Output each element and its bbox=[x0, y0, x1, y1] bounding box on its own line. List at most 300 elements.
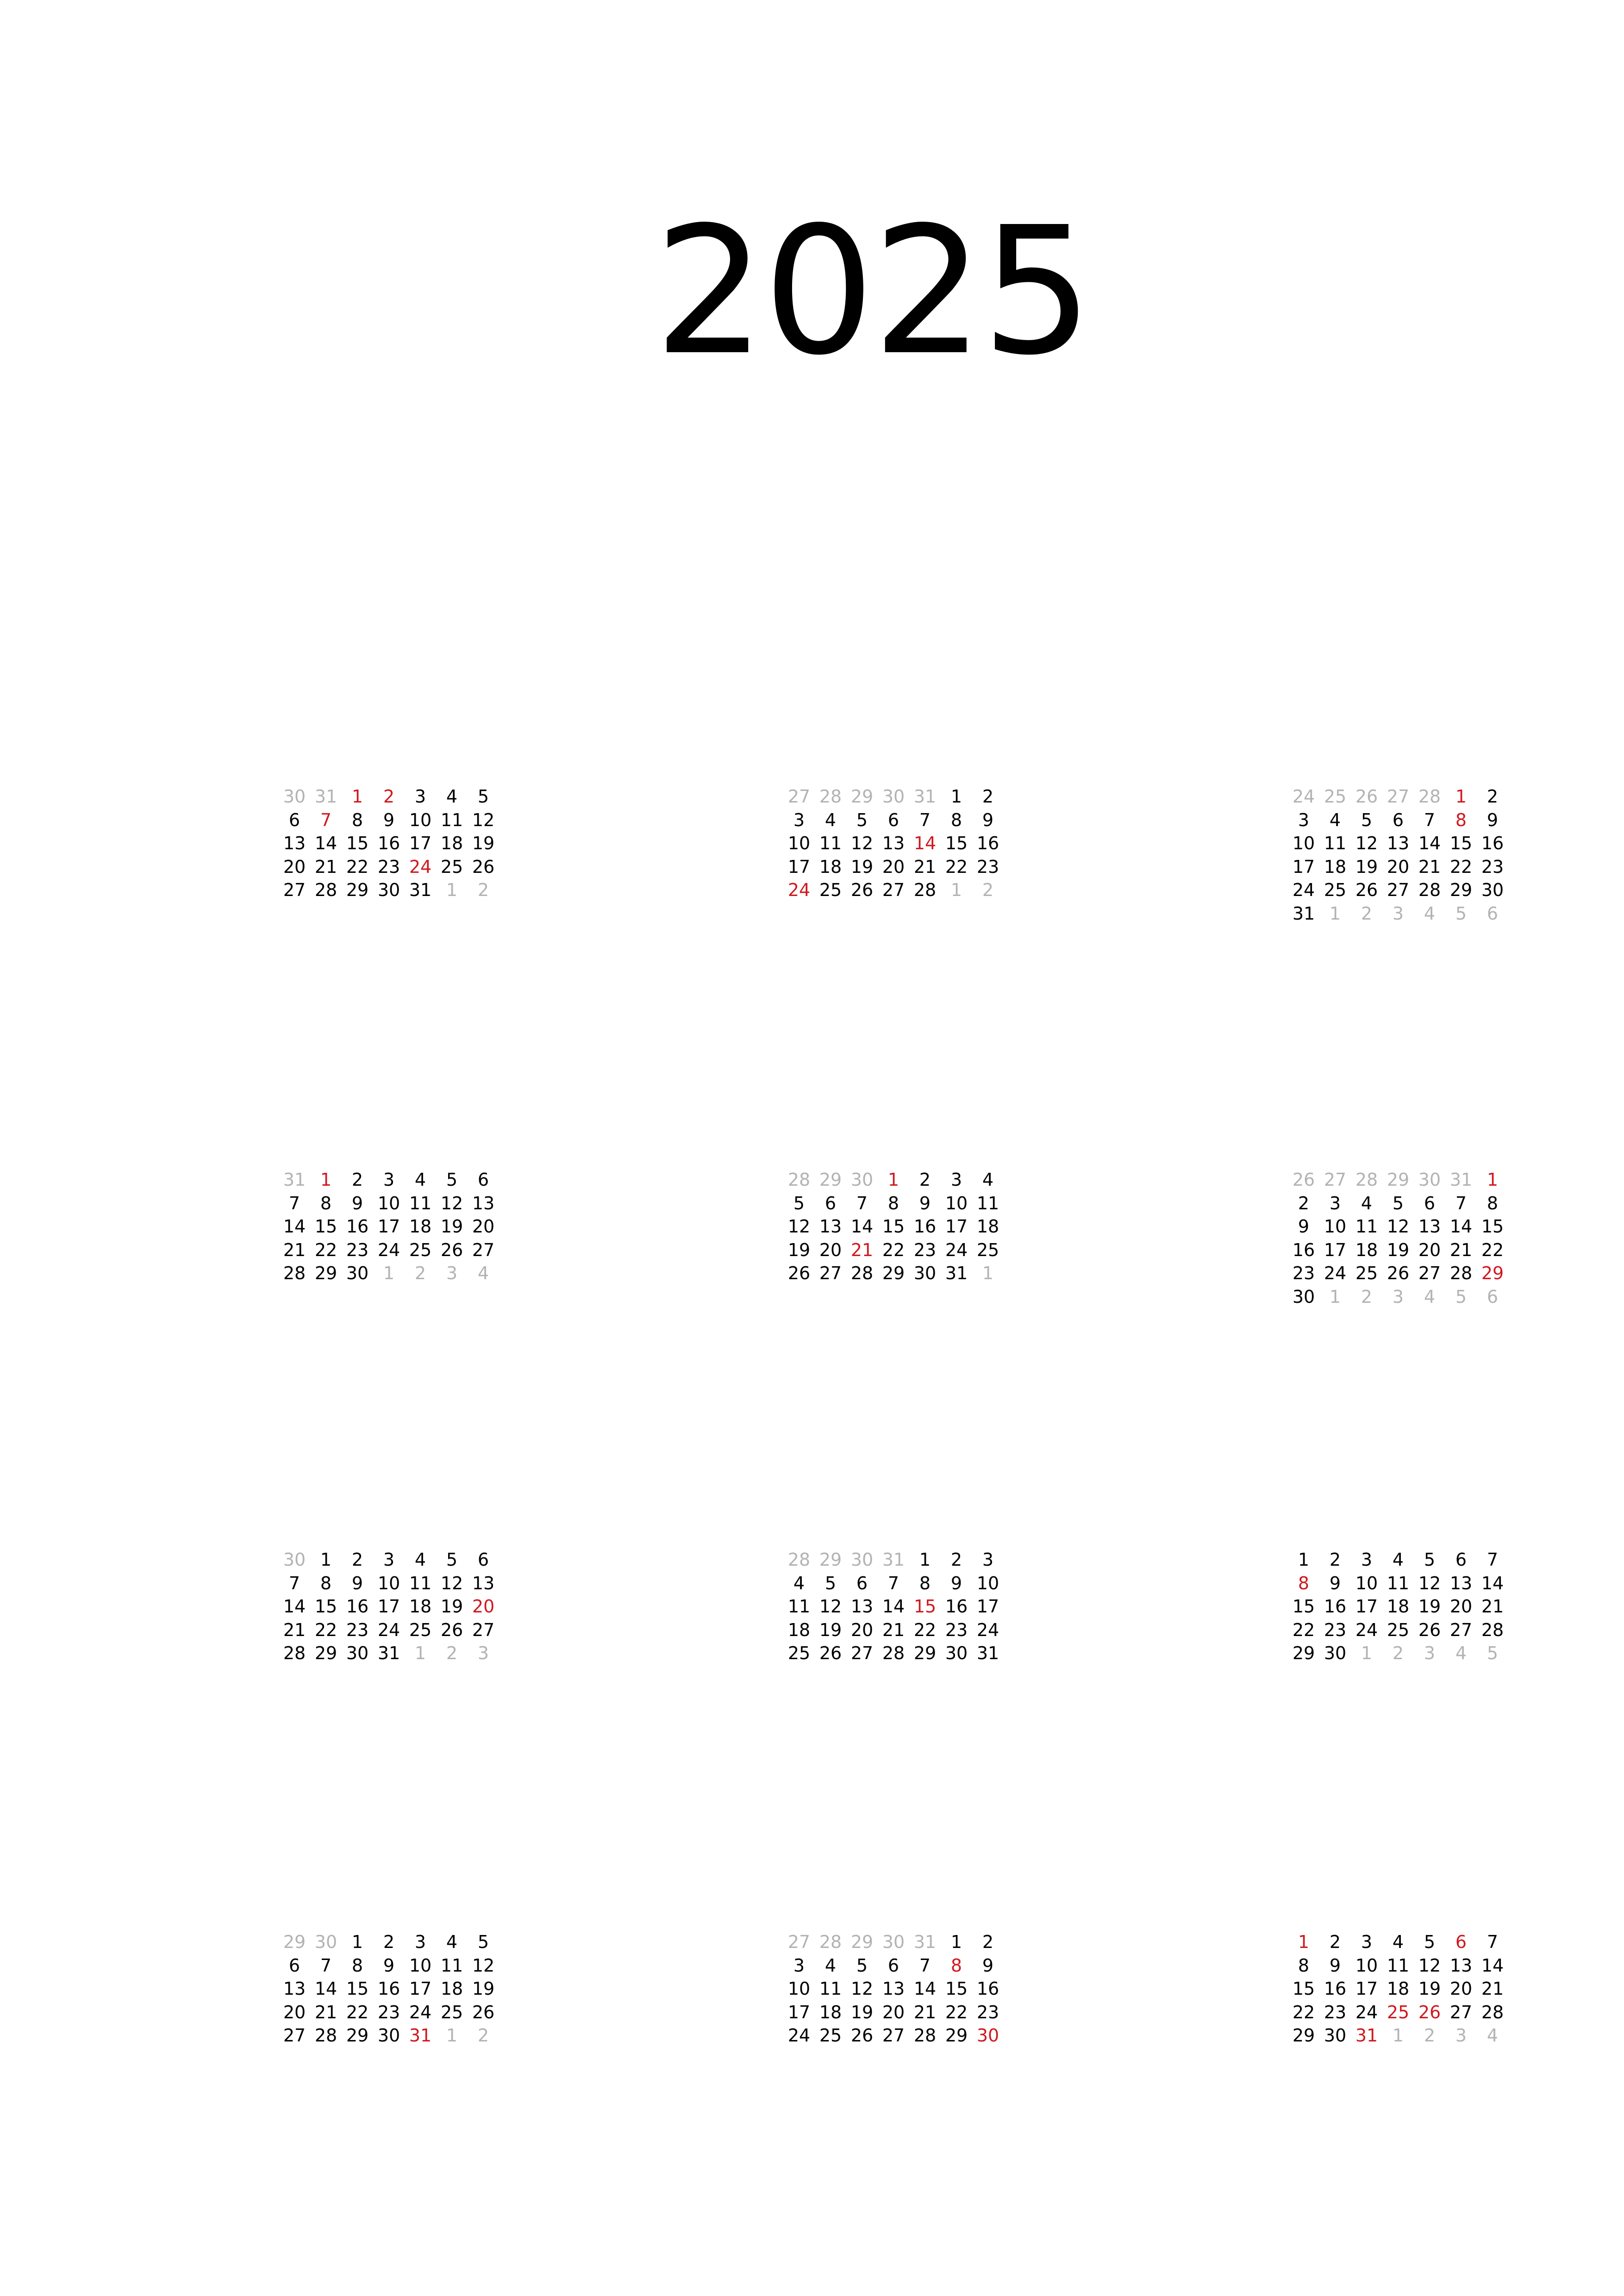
week-row bbox=[1288, 878, 1519, 902]
week-row bbox=[1288, 2024, 1519, 2047]
adjacent-month-day: 1 bbox=[383, 1263, 395, 1283]
day: 2 bbox=[919, 1170, 931, 1190]
adjacent-month-day: 1 bbox=[1361, 1643, 1373, 1663]
day: 22 bbox=[1449, 856, 1473, 877]
week-row bbox=[279, 1977, 510, 2001]
day: 15 bbox=[1292, 1596, 1315, 1617]
day: 28 bbox=[314, 880, 337, 900]
day: 16 bbox=[976, 1979, 999, 1999]
day: 15 bbox=[1481, 1216, 1504, 1237]
day: 15 bbox=[882, 1216, 905, 1237]
adjacent-month-day: 1 bbox=[414, 1643, 426, 1663]
month-calendar-5 bbox=[783, 1168, 1015, 1285]
day: 9 bbox=[383, 809, 395, 830]
day: 5 bbox=[1424, 1549, 1436, 1570]
week-row bbox=[1288, 2001, 1519, 2024]
day: 23 bbox=[346, 1239, 369, 1260]
week-row bbox=[783, 1930, 1015, 1954]
day: 21 bbox=[882, 1619, 905, 1640]
day: 27 bbox=[472, 1619, 495, 1640]
day: 5 bbox=[1361, 809, 1373, 830]
week-row bbox=[1288, 1954, 1519, 1978]
month-calendar-3 bbox=[1288, 785, 1519, 925]
adjacent-month-day: 31 bbox=[882, 1549, 905, 1570]
day: 12 bbox=[850, 833, 874, 853]
day: 18 bbox=[976, 1216, 999, 1237]
day: 9 bbox=[1298, 1216, 1310, 1237]
day: 14 bbox=[283, 1216, 306, 1237]
week-row bbox=[783, 1618, 1015, 1642]
day: 23 bbox=[913, 1239, 937, 1260]
adjacent-month-day: 27 bbox=[1387, 786, 1410, 807]
day: 17 bbox=[1324, 1239, 1347, 1260]
day: 4 bbox=[446, 786, 458, 807]
day: 17 bbox=[377, 1596, 400, 1617]
day: 31 bbox=[976, 1643, 999, 1663]
day: 14 bbox=[850, 1216, 874, 1237]
day: 21 bbox=[314, 856, 337, 877]
day: 23 bbox=[377, 856, 400, 877]
day: 30 bbox=[945, 1643, 968, 1663]
day: 18 bbox=[819, 856, 842, 877]
day: 30 bbox=[1481, 880, 1504, 900]
holiday-day: 31 bbox=[1355, 2025, 1378, 2046]
adjacent-month-day: 29 bbox=[850, 1932, 874, 1952]
week-row bbox=[1288, 1238, 1519, 1262]
day: 19 bbox=[440, 1596, 463, 1617]
day: 23 bbox=[1324, 2002, 1347, 2022]
day: 4 bbox=[414, 1170, 426, 1190]
day: 6 bbox=[477, 1549, 489, 1570]
day: 7 bbox=[887, 1573, 899, 1593]
day: 10 bbox=[976, 1573, 999, 1593]
day: 4 bbox=[414, 1549, 426, 1570]
day: 14 bbox=[1481, 1573, 1504, 1593]
day: 22 bbox=[346, 2002, 369, 2022]
adjacent-month-day: 2 bbox=[1392, 1643, 1404, 1663]
day: 3 bbox=[982, 1549, 994, 1570]
adjacent-month-day: 5 bbox=[1487, 1643, 1499, 1663]
adjacent-month-day: 4 bbox=[1487, 2025, 1499, 2046]
day: 29 bbox=[314, 1643, 337, 1663]
day: 2 bbox=[1298, 1193, 1310, 1213]
week-row bbox=[783, 785, 1015, 809]
day: 31 bbox=[945, 1263, 968, 1283]
day: 24 bbox=[1324, 1263, 1347, 1283]
adjacent-month-day: 2 bbox=[414, 1263, 426, 1283]
day: 15 bbox=[346, 1979, 369, 1999]
day: 8 bbox=[919, 1573, 931, 1593]
day: 2 bbox=[351, 1170, 363, 1190]
adjacent-month-day: 2 bbox=[982, 880, 994, 900]
day: 6 bbox=[1455, 1549, 1467, 1570]
day: 5 bbox=[446, 1170, 458, 1190]
day: 4 bbox=[446, 1932, 458, 1952]
adjacent-month-day: 31 bbox=[913, 786, 937, 807]
day: 16 bbox=[945, 1596, 968, 1617]
week-row bbox=[279, 832, 510, 855]
week-row bbox=[1288, 1215, 1519, 1238]
day: 10 bbox=[1355, 1573, 1378, 1593]
day: 31 bbox=[1292, 903, 1315, 924]
day: 24 bbox=[945, 1239, 968, 1260]
day: 15 bbox=[314, 1216, 337, 1237]
day: 15 bbox=[1292, 1979, 1315, 1999]
day: 7 bbox=[288, 1193, 300, 1213]
day: 5 bbox=[477, 786, 489, 807]
day: 30 bbox=[377, 880, 400, 900]
day: 22 bbox=[945, 2002, 968, 2022]
adjacent-month-day: 1 bbox=[1329, 1286, 1341, 1307]
day: 3 bbox=[383, 1549, 395, 1570]
day: 18 bbox=[819, 2002, 842, 2022]
day: 20 bbox=[819, 1239, 842, 1260]
day: 13 bbox=[283, 1979, 306, 1999]
week-row bbox=[1288, 1262, 1519, 1285]
month-calendar-11 bbox=[783, 1930, 1015, 2047]
day: 1 bbox=[950, 786, 962, 807]
day: 15 bbox=[945, 1979, 968, 1999]
day: 14 bbox=[882, 1596, 905, 1617]
day: 9 bbox=[383, 1955, 395, 1976]
day: 26 bbox=[850, 880, 874, 900]
day: 20 bbox=[283, 856, 306, 877]
day: 10 bbox=[787, 1979, 811, 1999]
day: 4 bbox=[1392, 1932, 1404, 1952]
week-row bbox=[783, 1977, 1015, 2001]
day: 26 bbox=[440, 1239, 463, 1260]
adjacent-month-day: 28 bbox=[1418, 786, 1441, 807]
day: 11 bbox=[1355, 1216, 1378, 1237]
day: 3 bbox=[793, 1955, 805, 1976]
day: 17 bbox=[1292, 856, 1315, 877]
adjacent-month-day: 29 bbox=[819, 1549, 842, 1570]
adjacent-month-day: 4 bbox=[1424, 1286, 1436, 1307]
adjacent-month-day: 30 bbox=[283, 1549, 306, 1570]
adjacent-month-day: 30 bbox=[850, 1170, 874, 1190]
adjacent-month-day: 2 bbox=[477, 2025, 489, 2046]
week-row bbox=[279, 1215, 510, 1238]
holiday-day: 24 bbox=[409, 856, 432, 877]
day: 12 bbox=[819, 1596, 842, 1617]
day: 2 bbox=[1329, 1932, 1341, 1952]
day: 14 bbox=[1418, 833, 1441, 853]
day: 11 bbox=[409, 1573, 432, 1593]
holiday-day: 8 bbox=[1455, 809, 1467, 830]
day: 6 bbox=[887, 1955, 899, 1976]
day: 16 bbox=[1292, 1239, 1315, 1260]
day: 28 bbox=[1481, 2002, 1504, 2022]
week-row bbox=[1288, 1572, 1519, 1595]
day: 19 bbox=[787, 1239, 811, 1260]
day: 24 bbox=[976, 1619, 999, 1640]
adjacent-month-day: 4 bbox=[1424, 903, 1436, 924]
adjacent-month-day: 2 bbox=[1361, 903, 1373, 924]
day: 12 bbox=[472, 809, 495, 830]
day: 19 bbox=[472, 1979, 495, 1999]
day: 22 bbox=[314, 1619, 337, 1640]
day: 20 bbox=[882, 856, 905, 877]
day: 27 bbox=[882, 2025, 905, 2046]
adjacent-month-day: 3 bbox=[446, 1263, 458, 1283]
adjacent-month-day: 3 bbox=[477, 1643, 489, 1663]
day: 26 bbox=[1355, 880, 1378, 900]
holiday-day: 1 bbox=[1298, 1932, 1310, 1952]
week-row bbox=[279, 1238, 510, 1262]
day: 19 bbox=[1418, 1596, 1441, 1617]
holiday-day: 21 bbox=[850, 1239, 874, 1260]
day: 24 bbox=[377, 1239, 400, 1260]
day: 12 bbox=[1355, 833, 1378, 853]
day: 12 bbox=[787, 1216, 811, 1237]
week-row bbox=[783, 1642, 1015, 1665]
day: 7 bbox=[1487, 1549, 1499, 1570]
day: 22 bbox=[913, 1619, 937, 1640]
day: 5 bbox=[824, 1573, 837, 1593]
day: 10 bbox=[1324, 1216, 1347, 1237]
week-row bbox=[783, 878, 1015, 902]
day: 12 bbox=[1387, 1216, 1410, 1237]
month-calendar-6 bbox=[1288, 1168, 1519, 1308]
day: 7 bbox=[919, 809, 931, 830]
day: 12 bbox=[472, 1955, 495, 1976]
day: 13 bbox=[882, 833, 905, 853]
week-row bbox=[279, 809, 510, 832]
day: 17 bbox=[1355, 1979, 1378, 1999]
day: 29 bbox=[1292, 2025, 1315, 2046]
day: 13 bbox=[472, 1193, 495, 1213]
day: 25 bbox=[819, 880, 842, 900]
day: 4 bbox=[824, 1955, 837, 1976]
week-row bbox=[783, 1595, 1015, 1618]
day: 30 bbox=[913, 1263, 937, 1283]
day: 15 bbox=[314, 1596, 337, 1617]
day: 14 bbox=[1449, 1216, 1473, 1237]
day: 21 bbox=[1418, 856, 1441, 877]
adjacent-month-day: 24 bbox=[1292, 786, 1315, 807]
day: 25 bbox=[1355, 1263, 1378, 1283]
week-row bbox=[783, 1954, 1015, 1978]
week-row bbox=[1288, 1618, 1519, 1642]
day: 3 bbox=[414, 786, 426, 807]
week-row bbox=[1288, 1192, 1519, 1215]
day: 9 bbox=[351, 1573, 363, 1593]
adjacent-month-day: 31 bbox=[314, 786, 337, 807]
day: 8 bbox=[887, 1193, 899, 1213]
day: 29 bbox=[913, 1643, 937, 1663]
day: 18 bbox=[440, 1979, 463, 1999]
day: 28 bbox=[283, 1643, 306, 1663]
day: 13 bbox=[1418, 1216, 1441, 1237]
week-row bbox=[279, 1548, 510, 1572]
adjacent-month-day: 29 bbox=[283, 1932, 306, 1952]
day: 27 bbox=[1418, 1263, 1441, 1283]
day: 2 bbox=[950, 1549, 962, 1570]
day: 17 bbox=[787, 856, 811, 877]
week-row bbox=[279, 1262, 510, 1285]
day: 16 bbox=[913, 1216, 937, 1237]
week-row bbox=[783, 1548, 1015, 1572]
day: 7 bbox=[919, 1955, 931, 1976]
month-calendar-2 bbox=[783, 785, 1015, 902]
adjacent-month-day: 30 bbox=[1418, 1170, 1441, 1190]
week-row bbox=[783, 855, 1015, 879]
day: 27 bbox=[472, 1239, 495, 1260]
day: 8 bbox=[1487, 1193, 1499, 1213]
week-row bbox=[279, 1618, 510, 1642]
day: 30 bbox=[346, 1263, 369, 1283]
week-row bbox=[1288, 832, 1519, 855]
day: 16 bbox=[346, 1596, 369, 1617]
day: 21 bbox=[913, 2002, 937, 2022]
week-row bbox=[783, 2024, 1015, 2047]
day: 11 bbox=[819, 833, 842, 853]
day: 29 bbox=[1449, 880, 1473, 900]
day: 27 bbox=[283, 2025, 306, 2046]
day: 6 bbox=[1392, 809, 1404, 830]
adjacent-month-day: 1 bbox=[982, 1263, 994, 1283]
day: 7 bbox=[288, 1573, 300, 1593]
day: 5 bbox=[446, 1549, 458, 1570]
adjacent-month-day: 1 bbox=[1329, 903, 1341, 924]
day: 21 bbox=[913, 856, 937, 877]
day: 12 bbox=[850, 1979, 874, 1999]
day: 26 bbox=[850, 2025, 874, 2046]
day: 2 bbox=[1329, 1549, 1341, 1570]
month-calendar-7 bbox=[279, 1548, 510, 1665]
adjacent-month-day: 31 bbox=[913, 1932, 937, 1952]
day: 10 bbox=[1355, 1955, 1378, 1976]
day: 25 bbox=[409, 1239, 432, 1260]
adjacent-month-day: 5 bbox=[1455, 1286, 1467, 1307]
day: 17 bbox=[787, 2002, 811, 2022]
day: 14 bbox=[1481, 1955, 1504, 1976]
week-row bbox=[279, 785, 510, 809]
day: 25 bbox=[819, 2025, 842, 2046]
day: 19 bbox=[850, 856, 874, 877]
day: 21 bbox=[283, 1239, 306, 1260]
day: 27 bbox=[1449, 1619, 1473, 1640]
adjacent-month-day: 1 bbox=[950, 880, 962, 900]
day: 20 bbox=[850, 1619, 874, 1640]
week-row bbox=[783, 1215, 1015, 1238]
day: 14 bbox=[283, 1596, 306, 1617]
day: 14 bbox=[913, 1979, 937, 1999]
day: 18 bbox=[787, 1619, 811, 1640]
holiday-day: 25 bbox=[1387, 2002, 1410, 2022]
day: 18 bbox=[1355, 1239, 1378, 1260]
day: 26 bbox=[440, 1619, 463, 1640]
day: 8 bbox=[351, 809, 363, 830]
week-row bbox=[783, 832, 1015, 855]
adjacent-month-day: 4 bbox=[477, 1263, 489, 1283]
day: 27 bbox=[819, 1263, 842, 1283]
day: 22 bbox=[346, 856, 369, 877]
day: 28 bbox=[1481, 1619, 1504, 1640]
week-row bbox=[279, 1168, 510, 1192]
day: 22 bbox=[1292, 2002, 1315, 2022]
day: 24 bbox=[377, 1619, 400, 1640]
day: 5 bbox=[856, 1955, 868, 1976]
day: 11 bbox=[440, 1955, 463, 1976]
holiday-day: 8 bbox=[950, 1955, 962, 1976]
day: 9 bbox=[1329, 1573, 1341, 1593]
holiday-day: 6 bbox=[1455, 1932, 1467, 1952]
adjacent-month-day: 25 bbox=[1324, 786, 1347, 807]
day: 15 bbox=[1449, 833, 1473, 853]
adjacent-month-day: 2 bbox=[477, 880, 489, 900]
holiday-day: 1 bbox=[351, 786, 363, 807]
day: 2 bbox=[351, 1549, 363, 1570]
adjacent-month-day: 3 bbox=[1455, 2025, 1467, 2046]
day: 20 bbox=[472, 1216, 495, 1237]
week-row bbox=[279, 878, 510, 902]
day: 23 bbox=[976, 856, 999, 877]
month-calendar-10 bbox=[279, 1930, 510, 2047]
day: 29 bbox=[346, 880, 369, 900]
day: 2 bbox=[383, 1932, 395, 1952]
year-title: 2025 bbox=[654, 189, 1091, 394]
day: 30 bbox=[1324, 1643, 1347, 1663]
adjacent-month-day: 29 bbox=[819, 1170, 842, 1190]
day: 18 bbox=[409, 1596, 432, 1617]
day: 8 bbox=[320, 1573, 332, 1593]
day: 10 bbox=[787, 833, 811, 853]
day: 25 bbox=[976, 1239, 999, 1260]
day: 10 bbox=[377, 1193, 400, 1213]
day: 7 bbox=[1455, 1193, 1467, 1213]
day: 19 bbox=[850, 2002, 874, 2022]
day: 11 bbox=[1387, 1955, 1410, 1976]
day: 19 bbox=[440, 1216, 463, 1237]
day: 28 bbox=[314, 2025, 337, 2046]
week-row bbox=[1288, 809, 1519, 832]
day: 13 bbox=[850, 1596, 874, 1617]
day: 25 bbox=[1324, 880, 1347, 900]
adjacent-month-day: 28 bbox=[819, 786, 842, 807]
day: 20 bbox=[1449, 1979, 1473, 1999]
week-row bbox=[783, 2001, 1015, 2024]
week-row bbox=[1288, 1285, 1519, 1309]
day: 17 bbox=[377, 1216, 400, 1237]
holiday-day: 2 bbox=[383, 786, 395, 807]
day: 22 bbox=[1481, 1239, 1504, 1260]
adjacent-month-day: 2 bbox=[446, 1643, 458, 1663]
adjacent-month-day: 3 bbox=[1392, 1286, 1404, 1307]
month-calendar-9 bbox=[1288, 1548, 1519, 1665]
day: 4 bbox=[1361, 1193, 1373, 1213]
day: 4 bbox=[824, 809, 837, 830]
day: 26 bbox=[1387, 1263, 1410, 1283]
week-row bbox=[279, 1192, 510, 1215]
day: 26 bbox=[819, 1643, 842, 1663]
day: 11 bbox=[409, 1193, 432, 1213]
day: 13 bbox=[1449, 1573, 1473, 1593]
day: 22 bbox=[882, 1239, 905, 1260]
day: 29 bbox=[882, 1263, 905, 1283]
day: 13 bbox=[283, 833, 306, 853]
day: 11 bbox=[1324, 833, 1347, 853]
day: 12 bbox=[1418, 1573, 1441, 1593]
day: 19 bbox=[472, 833, 495, 853]
day: 16 bbox=[377, 833, 400, 853]
month-calendar-12 bbox=[1288, 1930, 1519, 2047]
holiday-day: 29 bbox=[1481, 1263, 1504, 1283]
day: 6 bbox=[887, 809, 899, 830]
day: 22 bbox=[945, 856, 968, 877]
day: 4 bbox=[982, 1170, 994, 1190]
day: 3 bbox=[1361, 1932, 1373, 1952]
